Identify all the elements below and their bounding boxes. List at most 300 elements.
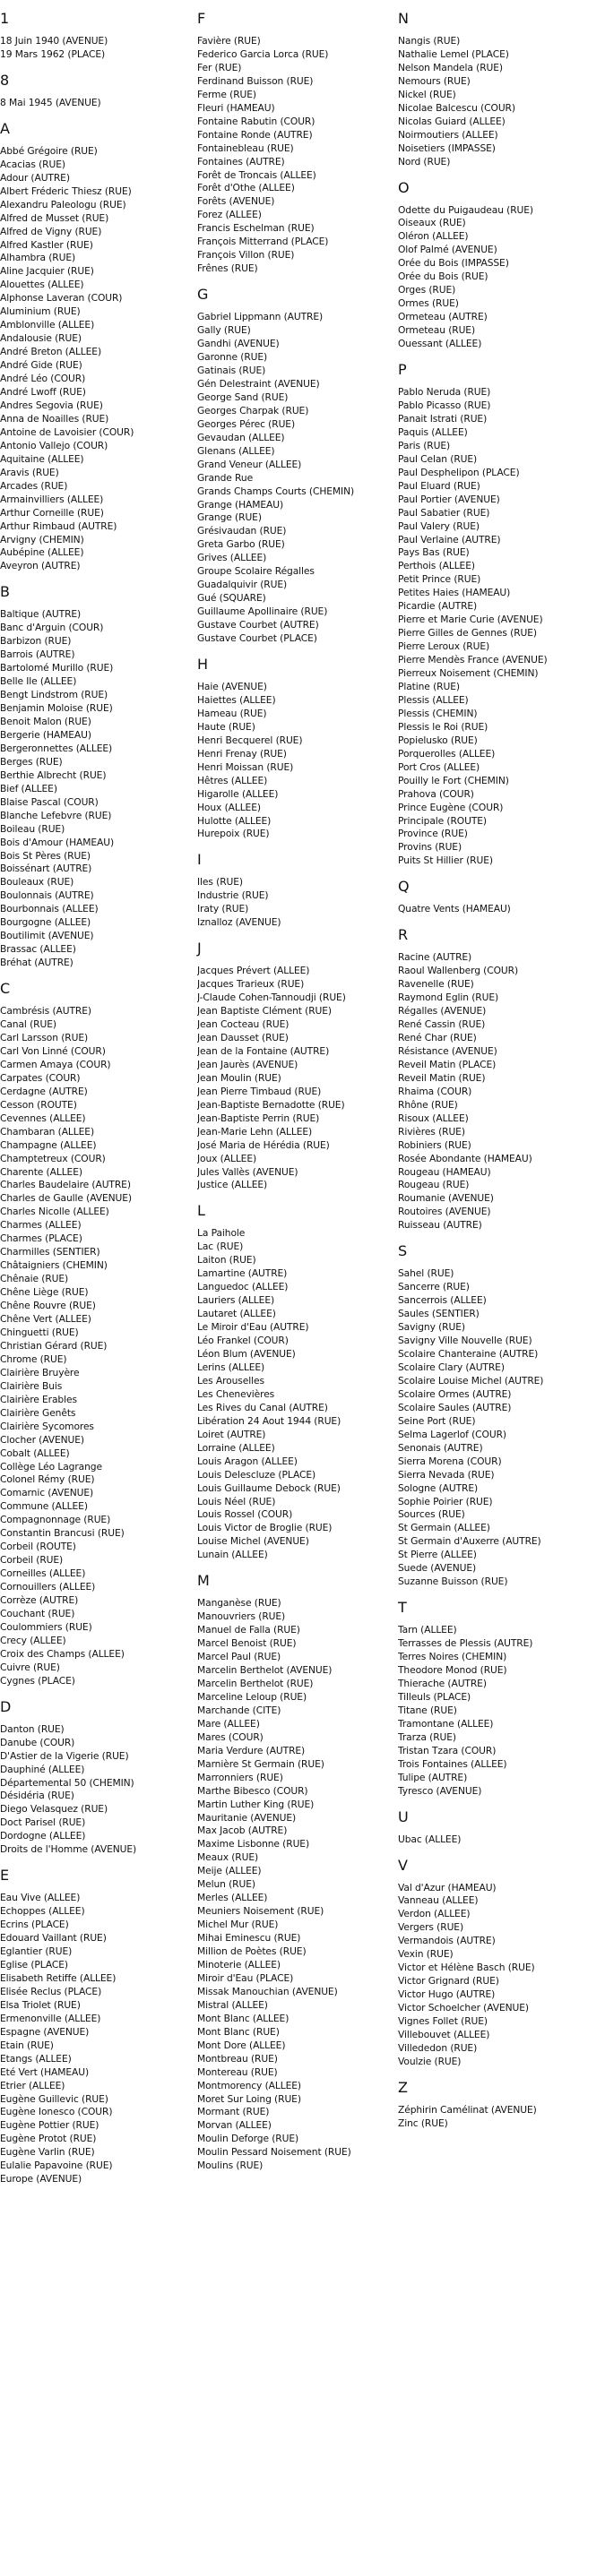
street-entry: Paris (RUE) bbox=[398, 439, 451, 451]
street-entry: Chambaran (ALLEE) bbox=[0, 1125, 95, 1138]
street-entry: Aravis (RUE) bbox=[0, 466, 59, 478]
street-entry: Garonne (RUE) bbox=[197, 351, 268, 364]
street-entry: Max Jacob (AUTRE) bbox=[197, 1825, 288, 1837]
street-entry: Adour (AUTRE) bbox=[0, 171, 70, 184]
street-entry: Ferme (RUE) bbox=[197, 88, 256, 100]
street-entry: Pouilly le Fort (CHEMIN) bbox=[398, 774, 509, 786]
street-entry: Terrasses de Plessis (AUTRE) bbox=[398, 1637, 533, 1650]
street-list bbox=[0, 1892, 193, 2186]
section-letter-heading: L bbox=[197, 1202, 205, 1220]
street-entry: Blanche Lefebvre (RUE) bbox=[0, 809, 112, 821]
street-entry: Scolaire Chanteraine (AUTRE) bbox=[398, 1348, 539, 1361]
street-entry: Doct Parisel (RUE) bbox=[0, 1816, 86, 1829]
street-entry: Fleuri (HAMEAU) bbox=[197, 101, 275, 114]
street-entry: Meije (ALLEE) bbox=[197, 1865, 262, 1877]
street-entry: Bartolomé Murillo (RUE) bbox=[0, 662, 114, 674]
street-entry: Industrie (RUE) bbox=[197, 889, 269, 902]
street-entry: Carl Larsson (RUE) bbox=[0, 1032, 89, 1043]
street-entry: Noisetiers (IMPASSE) bbox=[398, 142, 496, 154]
street-entry: Banc d'Arguin (COUR) bbox=[0, 622, 104, 634]
street-entry: Lauriers (ALLEE) bbox=[197, 1294, 275, 1307]
section-letter-heading: T bbox=[398, 1599, 407, 1617]
street-entry: Nickel (RUE) bbox=[398, 88, 456, 100]
street-entry: René Char (RUE) bbox=[398, 1032, 477, 1043]
section-letter-heading: Q bbox=[398, 878, 410, 896]
street-entry: J-Claude Cohen-Tannoudji (RUE) bbox=[197, 992, 346, 1004]
street-entry: Alouettes (ALLEE) bbox=[0, 279, 84, 291]
street-entry: Antoine de Lavoisier (COUR) bbox=[0, 425, 134, 438]
street-entry: Eugène Protot (RUE) bbox=[0, 2133, 97, 2145]
street-entry: Elisabeth Retiffe (ALLEE) bbox=[0, 1971, 117, 1984]
street-entry: Marronniers (RUE) bbox=[197, 1771, 283, 1783]
street-entry: Marcel Paul (RUE) bbox=[197, 1651, 281, 1663]
street-entry: Clairière Buis bbox=[0, 1379, 63, 1392]
street-entry: Eugène Pottier (RUE) bbox=[0, 2119, 99, 2132]
street-entry: Olof Palmé (AVENUE) bbox=[398, 244, 497, 256]
street-entry: Paul Celan (RUE) bbox=[398, 452, 478, 465]
street-entry: Theodore Monod (RUE) bbox=[398, 1664, 507, 1677]
street-entry: Victor Grignard (RUE) bbox=[398, 1975, 499, 1988]
street-entry: Jean de la Fontaine (AUTRE) bbox=[197, 1044, 330, 1057]
street-entry: André Lwoff (RUE) bbox=[0, 386, 86, 399]
street-entry: Carpates (COUR) bbox=[0, 1071, 81, 1084]
street-entry: Orée du Bois (RUE) bbox=[398, 270, 488, 283]
street-entry: Ormes (RUE) bbox=[398, 297, 459, 310]
street-entry: Panait Istrati (RUE) bbox=[398, 412, 488, 425]
street-entry: Ferdinand Buisson (RUE) bbox=[197, 74, 314, 87]
street-entry: Alfred de Vigny (RUE) bbox=[0, 225, 102, 237]
street-list bbox=[398, 386, 605, 868]
street-entry: Sierra Morena (COUR) bbox=[398, 1455, 502, 1467]
street-entry: Paul Valery (RUE) bbox=[398, 519, 480, 532]
letter-section bbox=[0, 72, 193, 110]
street-entry: Savigny (RUE) bbox=[398, 1321, 465, 1334]
street-entry: Gustave Courbet (PLACE) bbox=[197, 632, 317, 645]
street-entry: Charles Nicolle (ALLEE) bbox=[0, 1206, 109, 1218]
street-entry: St Germain d'Auxerre (AUTRE) bbox=[398, 1535, 541, 1548]
street-entry: Perthois (ALLEE) bbox=[398, 560, 475, 572]
street-entry: Aubépine (ALLEE) bbox=[0, 546, 84, 559]
street-entry: Jacques Prévert (ALLEE) bbox=[197, 965, 310, 977]
street-entry: Guadalquivir (RUE) bbox=[197, 579, 288, 591]
street-entry: Meaux (RUE) bbox=[197, 1851, 259, 1864]
section-letter-heading: V bbox=[398, 1856, 408, 1874]
street-entry: Seine Port (RUE) bbox=[398, 1414, 476, 1427]
street-entry: Cesson (ROUTE) bbox=[0, 1098, 77, 1111]
street-entry: Elsa Triolet (RUE) bbox=[0, 1998, 81, 2011]
street-entry: 8 Mai 1945 (AVENUE) bbox=[0, 96, 101, 108]
street-entry: Ormeteau (RUE) bbox=[398, 324, 476, 337]
street-entry: André Léo (COUR) bbox=[0, 373, 86, 385]
street-entry: Acacias (RUE) bbox=[0, 158, 65, 170]
street-entry: Henri Frenay (RUE) bbox=[197, 747, 287, 760]
street-entry: Pablo Picasso (RUE) bbox=[398, 399, 491, 411]
section-letter-heading: N bbox=[398, 10, 409, 27]
street-entry: Miroir d'Eau (PLACE) bbox=[197, 1971, 294, 1984]
street-entry: Nord (RUE) bbox=[398, 155, 451, 167]
street-entry: Belle Ile (ALLEE) bbox=[0, 675, 77, 688]
street-entry: Bouleaux (RUE) bbox=[0, 876, 74, 889]
street-entry: Routoires (AVENUE) bbox=[398, 1206, 491, 1218]
street-entry: Marcelin Berthelot (AVENUE) bbox=[197, 1664, 333, 1677]
street-entry: Gally (RUE) bbox=[197, 324, 251, 337]
street-entry: Hêtres (ALLEE) bbox=[197, 774, 268, 786]
street-entry: Victor Schoelcher (AVENUE) bbox=[398, 2002, 529, 2014]
street-entry: Léo Frankel (COUR) bbox=[197, 1335, 289, 1347]
street-entry: Jean Cocteau (RUE) bbox=[197, 1018, 290, 1031]
street-entry: Jean Dausset (RUE) bbox=[197, 1032, 289, 1043]
street-entry: Vanneau (ALLEE) bbox=[398, 1894, 479, 1907]
street-entry: Baltique (AUTRE) bbox=[0, 608, 82, 621]
street-entry: Gevaudan (ALLEE) bbox=[197, 431, 285, 443]
street-entry: Carl Von Linné (COUR) bbox=[0, 1044, 106, 1057]
street-entry: Port Cros (ALLEE) bbox=[398, 760, 480, 773]
street-list bbox=[0, 1723, 193, 1858]
street-entry: Chênaie (RUE) bbox=[0, 1273, 69, 1285]
street-entry: Saules (SENTIER) bbox=[398, 1308, 480, 1320]
street-entry: Lac (RUE) bbox=[197, 1241, 244, 1253]
street-entry: Berges (RUE) bbox=[0, 755, 63, 768]
street-entry: Gustave Courbet (AUTRE) bbox=[197, 619, 319, 631]
street-entry: Montmorency (ALLEE) bbox=[197, 2079, 301, 2091]
street-entry: Vermandois (AUTRE) bbox=[398, 1935, 496, 1947]
street-entry: Moulins (RUE) bbox=[197, 2160, 264, 2172]
street-entry: Mares (COUR) bbox=[197, 1730, 264, 1743]
letter-section bbox=[398, 179, 605, 351]
street-entry: Compagnonnage (RUE) bbox=[0, 1514, 111, 1526]
column-3 bbox=[398, 0, 605, 2131]
street-entry: Savigny Ville Nouvelle (RUE) bbox=[398, 1335, 532, 1347]
street-entry: Porquerolles (ALLEE) bbox=[398, 747, 496, 760]
section-letter-heading: O bbox=[398, 178, 410, 196]
letter-section bbox=[398, 1242, 605, 1589]
street-entry: Aline Jacquier (RUE) bbox=[0, 265, 94, 278]
street-entry: Scolaire Ormes (AUTRE) bbox=[398, 1387, 512, 1400]
street-entry: Sancerre (RUE) bbox=[398, 1281, 470, 1293]
street-entry: Clairière Bruyère bbox=[0, 1366, 80, 1378]
street-entry: Vexin (RUE) bbox=[398, 1948, 454, 1961]
street-entry: Houx (ALLEE) bbox=[197, 801, 261, 813]
street-entry: Louis Aragon (ALLEE) bbox=[197, 1455, 298, 1467]
street-entry: Titane (RUE) bbox=[398, 1704, 457, 1716]
street-entry: Comarnic (AVENUE) bbox=[0, 1487, 94, 1499]
street-entry: Eglise (PLACE) bbox=[0, 1959, 68, 1971]
street-entry: Espagne (AVENUE) bbox=[0, 2025, 90, 2038]
letter-section bbox=[398, 1857, 605, 2069]
street-entry: Léon Blum (AVENUE) bbox=[197, 1348, 296, 1361]
street-entry: Champtetreux (COUR) bbox=[0, 1152, 106, 1164]
street-entry: Racine (AUTRE) bbox=[398, 951, 472, 964]
section-letter-heading: R bbox=[398, 926, 409, 944]
letter-section bbox=[0, 980, 193, 1688]
street-entry: Chêne Vert (ALLEE) bbox=[0, 1313, 91, 1326]
street-entry: Pierre Gilles de Gennes (RUE) bbox=[398, 627, 537, 640]
letter-section bbox=[197, 1202, 394, 1562]
letter-section bbox=[398, 1599, 605, 1798]
street-entry: Alexandru Paleologu (RUE) bbox=[0, 198, 126, 210]
street-entry: Paul Sabatier (RUE) bbox=[398, 506, 490, 519]
street-entry: Cygnes (PLACE) bbox=[0, 1674, 75, 1687]
street-entry: Antonio Vallejo (COUR) bbox=[0, 439, 108, 451]
column-1 bbox=[0, 0, 193, 2186]
street-entry: Hurepoix (RUE) bbox=[197, 828, 270, 840]
street-list bbox=[398, 1833, 605, 1847]
street-entry: Champagne (ALLEE) bbox=[0, 1138, 97, 1151]
street-entry: Boutilimit (AVENUE) bbox=[0, 930, 94, 942]
street-entry: Aveyron (AUTRE) bbox=[0, 560, 81, 572]
street-entry: Pablo Neruda (RUE) bbox=[398, 386, 491, 399]
street-entry: Les Chenevières bbox=[197, 1387, 275, 1400]
street-entry: Villebouvet (ALLEE) bbox=[398, 2029, 490, 2040]
street-list bbox=[0, 35, 193, 62]
street-entry: Cornouillers (ALLEE) bbox=[0, 1581, 96, 1593]
street-entry: Marcelin Berthelot (RUE) bbox=[197, 1677, 314, 1689]
street-entry: Orée du Bois (IMPASSE) bbox=[398, 257, 509, 270]
street-entry: Nathalie Lemel (PLACE) bbox=[398, 47, 509, 60]
street-entry: Marnière St Germain (RUE) bbox=[197, 1757, 324, 1770]
street-entry: Boileau (RUE) bbox=[0, 822, 65, 835]
street-entry: Oiseaux (RUE) bbox=[398, 217, 466, 229]
street-entry: Suede (AVENUE) bbox=[398, 1562, 477, 1575]
street-list bbox=[398, 1267, 605, 1589]
street-entry: Louis Rossel (COUR) bbox=[197, 1508, 293, 1521]
street-entry: Europe (AVENUE) bbox=[0, 2173, 82, 2185]
street-entry: Cobalt (ALLEE) bbox=[0, 1447, 70, 1459]
street-entry: Commune (ALLEE) bbox=[0, 1500, 88, 1513]
street-entry: Risoux (ALLEE) bbox=[398, 1112, 469, 1124]
street-entry: Louis Delescluze (PLACE) bbox=[197, 1468, 316, 1481]
street-entry: Chêne Liège (RUE) bbox=[0, 1286, 89, 1299]
street-entry: Anna de Noailles (RUE) bbox=[0, 412, 109, 425]
street-entry: Fontainebleau (RUE) bbox=[197, 142, 294, 154]
street-entry: Scolaire Louise Michel (AUTRE) bbox=[398, 1374, 544, 1387]
street-entry: Rougeau (HAMEAU) bbox=[398, 1165, 491, 1178]
street-entry: St Germain (ALLEE) bbox=[398, 1522, 490, 1534]
street-entry: Cambrésis (AUTRE) bbox=[0, 1005, 91, 1018]
street-entry: Merles (ALLEE) bbox=[197, 1892, 268, 1904]
street-entry: Mihai Eminescu (RUE) bbox=[197, 1932, 301, 1945]
street-entry: Corbeil (ROUTE) bbox=[0, 1541, 76, 1553]
street-entry: Andres Segovia (RUE) bbox=[0, 399, 103, 411]
street-entry: Grésivaudan (RUE) bbox=[197, 525, 287, 537]
street-entry: Gén Delestraint (AVENUE) bbox=[197, 377, 320, 390]
letter-section bbox=[398, 878, 605, 916]
street-entry: Hulotte (ALLEE) bbox=[197, 814, 272, 827]
street-entry: Picardie (AUTRE) bbox=[398, 600, 478, 613]
street-entry: Lorraine (ALLEE) bbox=[197, 1441, 275, 1454]
letter-section bbox=[0, 10, 193, 62]
street-entry: Désidéria (RUE) bbox=[0, 1790, 74, 1802]
street-entry: Cerdagne (AUTRE) bbox=[0, 1085, 88, 1097]
street-entry: Petites Haies (HAMEAU) bbox=[398, 587, 511, 599]
street-entry: Chrome (RUE) bbox=[0, 1352, 67, 1365]
street-entry: Paul Desphelipon (PLACE) bbox=[398, 466, 520, 478]
street-entry: Paul Portier (AVENUE) bbox=[398, 493, 500, 505]
street-entry: Million de Poètes (RUE) bbox=[197, 1945, 307, 1958]
street-entry: Bréhat (AUTRE) bbox=[0, 957, 73, 969]
street-entry: Zéphirin Camélinat (AVENUE) bbox=[398, 2103, 537, 2116]
street-entry: Boulonnais (AUTRE) bbox=[0, 889, 94, 902]
street-entry: Georges Pérec (RUE) bbox=[197, 417, 296, 430]
street-entry: Colonel Rémy (RUE) bbox=[0, 1473, 95, 1486]
street-entry: Jean Baptiste Clément (RUE) bbox=[197, 1005, 332, 1018]
street-entry: Sources (RUE) bbox=[398, 1508, 465, 1521]
street-entry: Danton (RUE) bbox=[0, 1722, 65, 1735]
street-entry: Les Rives du Canal (AUTRE) bbox=[197, 1401, 328, 1413]
street-entry: Nemours (RUE) bbox=[398, 74, 471, 87]
street-entry: Départemental 50 (CHEMIN) bbox=[0, 1776, 134, 1789]
street-entry: Marceline Leloup (RUE) bbox=[197, 1690, 307, 1703]
street-entry: Forêt d'Othe (ALLEE) bbox=[197, 182, 295, 194]
street-entry: Barrois (AUTRE) bbox=[0, 648, 75, 661]
street-entry: Platine (RUE) bbox=[398, 680, 460, 692]
street-entry: Pierreux Noisement (CHEMIN) bbox=[398, 667, 539, 680]
street-list bbox=[197, 1227, 394, 1562]
street-entry: Moulin Deforge (RUE) bbox=[197, 2133, 299, 2145]
street-entry: Plessis (ALLEE) bbox=[398, 693, 469, 706]
street-entry: Voulzie (RUE) bbox=[398, 2055, 462, 2067]
letter-section bbox=[0, 583, 193, 970]
street-entry: Orges (RUE) bbox=[398, 284, 456, 296]
street-entry: Ouessant (ALLEE) bbox=[398, 338, 482, 350]
street-entry: St Pierre (ALLEE) bbox=[398, 1549, 477, 1561]
section-letter-heading: P bbox=[398, 361, 407, 379]
street-entry: Principale (ROUTE) bbox=[398, 814, 487, 827]
street-entry: Jean Pierre Timbaud (RUE) bbox=[197, 1085, 322, 1097]
street-entry: Grange (RUE) bbox=[197, 511, 262, 524]
street-entry: Louise Michel (AVENUE) bbox=[197, 1535, 309, 1548]
street-entry: Lautaret (ALLEE) bbox=[197, 1308, 276, 1320]
street-entry: Elisée Reclus (PLACE) bbox=[0, 1985, 102, 1997]
street-entry: Nicolas Guiard (ALLEE) bbox=[398, 115, 506, 127]
street-entry: Ravenelle (RUE) bbox=[398, 978, 474, 991]
street-entry: Marcel Benoist (RUE) bbox=[197, 1637, 297, 1650]
street-entry: Lamartine (AUTRE) bbox=[197, 1267, 288, 1280]
street-entry: Eglantier (RUE) bbox=[0, 1945, 73, 1958]
street-entry: Les Arouselles bbox=[197, 1374, 264, 1387]
street-entry: François Villon (RUE) bbox=[197, 249, 295, 262]
street-entry: Pierre et Marie Curie (AVENUE) bbox=[398, 614, 543, 626]
street-entry: Mont Blanc (ALLEE) bbox=[197, 2012, 290, 2024]
letter-section bbox=[197, 851, 394, 930]
street-entry: Barbizon (RUE) bbox=[0, 635, 72, 648]
street-entry: Iznalloz (AVENUE) bbox=[197, 916, 281, 929]
street-entry: Résistance (AVENUE) bbox=[398, 1044, 497, 1057]
street-entry: Brassac (ALLEE) bbox=[0, 943, 76, 956]
street-entry: Tristan Tzara (COUR) bbox=[398, 1744, 497, 1756]
street-entry: Grand Veneur (ALLEE) bbox=[197, 458, 302, 470]
street-entry: Maxime Lisbonne (RUE) bbox=[197, 1838, 310, 1850]
section-letter-heading: 8 bbox=[0, 71, 10, 89]
street-list bbox=[398, 1624, 605, 1798]
street-entry: Federico Garcia Lorca (RUE) bbox=[197, 47, 329, 60]
street-entry: Armainvilliers (ALLEE) bbox=[0, 493, 104, 505]
street-entry: Justice (ALLEE) bbox=[197, 1179, 268, 1191]
street-entry: Eugène Varlin (RUE) bbox=[0, 2146, 95, 2159]
street-entry: Jean Jaurès (AVENUE) bbox=[197, 1058, 298, 1070]
street-entry: Clairière Erables bbox=[0, 1393, 77, 1405]
street-entry: Bourgogne (ALLEE) bbox=[0, 916, 91, 929]
street-entry: Carmen Amaya (COUR) bbox=[0, 1058, 111, 1070]
street-entry: Corbeil (RUE) bbox=[0, 1554, 64, 1567]
street-entry: Tarn (ALLEE) bbox=[398, 1624, 457, 1636]
street-entry: Alhambra (RUE) bbox=[0, 252, 76, 264]
street-entry: Forêt de Troncais (ALLEE) bbox=[197, 168, 316, 181]
street-entry: Arthur Corneille (RUE) bbox=[0, 506, 104, 519]
street-entry: Coulommiers (RUE) bbox=[0, 1620, 92, 1633]
section-letter-heading: D bbox=[0, 1697, 12, 1715]
street-entry: Châtaigniers (CHEMIN) bbox=[0, 1259, 108, 1272]
street-entry: Berthie Albrecht (RUE) bbox=[0, 769, 107, 781]
street-entry: Andalousie (RUE) bbox=[0, 332, 82, 345]
street-list bbox=[0, 145, 193, 574]
street-entry: Puits St Hillier (RUE) bbox=[398, 854, 493, 867]
letter-section bbox=[0, 120, 193, 574]
street-entry: Mauritanie (AVENUE) bbox=[197, 1811, 297, 1824]
street-entry: Grange (HAMEAU) bbox=[197, 498, 284, 511]
letter-section bbox=[197, 656, 394, 841]
street-entry: Marchande (CITE) bbox=[197, 1704, 281, 1716]
letter-section bbox=[197, 286, 394, 646]
street-entry: Benoit Malon (RUE) bbox=[0, 715, 91, 727]
street-entry: Bourbonnais (ALLEE) bbox=[0, 903, 99, 915]
street-entry: Vergers (RUE) bbox=[398, 1921, 464, 1934]
street-entry: Trarza (RUE) bbox=[398, 1730, 456, 1743]
street-entry: Cevennes (ALLEE) bbox=[0, 1112, 86, 1124]
street-entry: Missak Manouchian (AVENUE) bbox=[197, 1985, 338, 1997]
street-entry: Pays Bas (RUE) bbox=[398, 546, 470, 559]
street-entry: Blaise Pascal (COUR) bbox=[0, 795, 99, 808]
street-entry: Villededon (RUE) bbox=[398, 2041, 478, 2054]
street-entry: Jules Vallès (AVENUE) bbox=[197, 1165, 298, 1178]
street-entry: Echoppes (ALLEE) bbox=[0, 1905, 85, 1918]
street-entry: Languedoc (ALLEE) bbox=[197, 1281, 289, 1293]
street-entry: Bois d'Amour (HAMEAU) bbox=[0, 836, 115, 848]
street-entry: Roumanie (AVENUE) bbox=[398, 1192, 494, 1205]
street-entry: Haiettes (ALLEE) bbox=[197, 693, 276, 706]
street-entry: Paul Eluard (RUE) bbox=[398, 479, 480, 492]
street-entry: Morvan (ALLEE) bbox=[197, 2119, 272, 2132]
street-entry: Arcades (RUE) bbox=[0, 479, 68, 492]
street-entry: Montereau (RUE) bbox=[197, 2065, 278, 2078]
street-entry: Nelson Mandela (RUE) bbox=[398, 61, 503, 73]
street-entry: Edouard Vaillant (RUE) bbox=[0, 1932, 107, 1945]
street-entry: Fer (RUE) bbox=[197, 61, 242, 73]
street-list bbox=[398, 903, 605, 916]
street-entry: Jacques Trarieux (RUE) bbox=[197, 978, 305, 991]
street-entry: Tramontane (ALLEE) bbox=[398, 1717, 494, 1730]
street-entry: Régalles (AVENUE) bbox=[398, 1005, 487, 1018]
street-entry: Chêne Rouvre (RUE) bbox=[0, 1300, 96, 1312]
street-entry: Melun (RUE) bbox=[197, 1878, 255, 1891]
letter-section bbox=[398, 926, 605, 1232]
street-entry: Gatinais (RUE) bbox=[197, 364, 266, 376]
street-entry: Ubac (ALLEE) bbox=[398, 1833, 462, 1845]
section-letter-heading: G bbox=[197, 286, 209, 304]
street-entry: Mare (ALLEE) bbox=[197, 1717, 260, 1730]
street-entry: Louis Guillaume Debock (RUE) bbox=[197, 1481, 341, 1494]
street-list bbox=[0, 97, 193, 110]
street-entry: Grands Champs Courts (CHEMIN) bbox=[197, 485, 355, 497]
street-entry: Val d'Azur (HAMEAU) bbox=[398, 1881, 497, 1893]
section-letter-heading: Z bbox=[398, 2078, 408, 2096]
street-entry: George Sand (RUE) bbox=[197, 391, 289, 403]
street-entry: Rivières (RUE) bbox=[398, 1125, 465, 1138]
section-letter-heading: E bbox=[0, 1867, 10, 1885]
street-list bbox=[197, 1597, 394, 2173]
street-list bbox=[0, 1005, 193, 1688]
street-entry: Rosée Abondante (HAMEAU) bbox=[398, 1152, 532, 1164]
